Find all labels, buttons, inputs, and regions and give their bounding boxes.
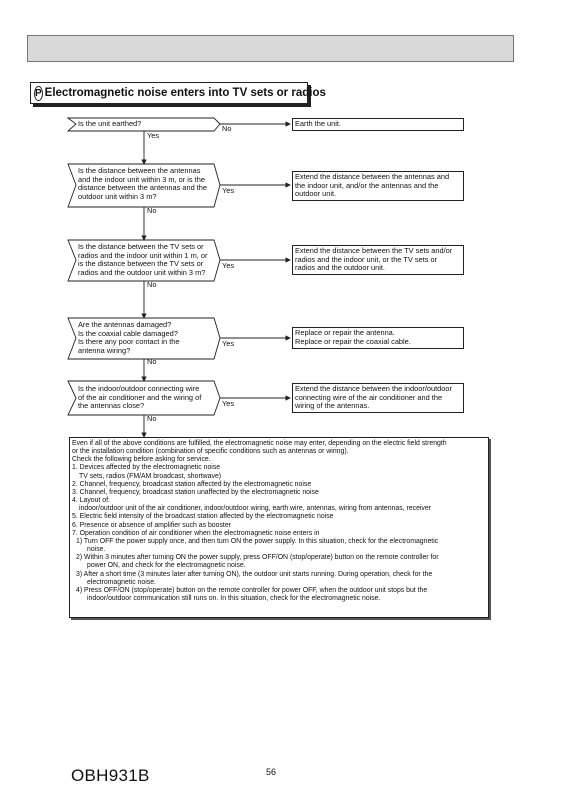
document-code: OBH931B [71, 766, 150, 785]
notes-line: 3) After a short time (3 minutes later after turning ON), the outdoor unit starts running. During operation, check for the [76, 570, 433, 578]
notes-line: indoor/outdoor communication still runs on. In this situation, check for the electromagnetic noise. [87, 594, 381, 602]
label-yes-2: Yes [222, 186, 235, 195]
action-5-box: Extend the distance between the indoor/outdoor connecting wire of the air conditioner and the wiring of the antennas. [292, 383, 464, 413]
action-4-box: Replace or repair the antenna. Replace or repair the coaxial cable. [292, 327, 464, 349]
notes-line: 2) Within 3 minutes after turning ON the power supply, press OFF/ON (stop/operate) button on the remote controller for [76, 554, 439, 562]
label-no-3: No [147, 280, 157, 289]
notes-line: 2. Channel, frequency, broadcast station affected by the electromagnetic noise [72, 480, 312, 488]
notes-line: or the installation condition (combination of specific conditions such as antennas or wiring). [72, 448, 349, 456]
notes-line: Check the following before asking for service. [72, 456, 211, 464]
notes-line: electromagnetic noise. [87, 578, 156, 586]
notes-line: 7. Operation condition of air conditioner when the electromagnetic noise enters in [72, 529, 320, 537]
notes-line: 6. Presence or absence of amplifier such as booster [72, 521, 231, 529]
decision-5-text: Is the indoor/outdoor connecting wire of the air conditioner and the wiring of the antennas close? [78, 384, 202, 411]
notes-line: 3. Channel, frequency, broadcast station unaffected by the electromagnetic noise [72, 488, 319, 496]
label-yes-5: Yes [222, 399, 235, 408]
action-2-box: Extend the distance between the antennas and the indoor unit, and/or the antennas and the outdoor unit. [292, 171, 464, 201]
notes-line: 4) Press OFF/ON (stop/operate) button on the remote controller for power OFF, when the outdoor unit stops but the [76, 586, 428, 594]
action-1-box: Earth the unit. [292, 118, 464, 131]
notes-line: 1. Devices affected by the electromagnetic noise [72, 464, 221, 472]
label-yes-4: Yes [222, 339, 235, 348]
label-no-2: No [147, 206, 157, 215]
notes-line: indoor/outdoor unit of the air conditioner, indoor/outdoor wiring, earth wire, antennas, wiring from antennas, receiver [79, 505, 432, 513]
decision-2-text: Is the distance between the antennas and the indoor unit within 3 m, or is the distance between the antennas and the outdoor unit within 3 m? [78, 166, 208, 202]
notes-line: 4. Layout of: [72, 497, 110, 505]
notes-line: 5. Electric field intensity of the broadcast station affected by the electromagnetic noise [72, 513, 334, 521]
notes-line: power ON, and check for the electromagnetic noise. [87, 562, 246, 570]
notes-line: TV sets, radios (FM/AM broadcast, shortwave) [79, 472, 222, 480]
notes-line: noise. [87, 546, 106, 554]
label-no-1: No [222, 124, 232, 133]
notes-box [69, 437, 489, 618]
decision-3-text: Is the distance between the TV sets or radios and the indoor unit within 1 m, or is the distance between the TV sets or radios and the outdoor unit within 3 m? [78, 242, 208, 278]
page-number: 56 [266, 767, 277, 777]
decision-4-text: Are the antennas damaged? Is the coaxial cable damaged? Is there any poor contact in the antenna wiring? [78, 320, 180, 356]
decision-1-text: Is the unit earthed? [78, 119, 142, 128]
section-letter-badge: P [35, 87, 42, 99]
label-yes-3: Yes [222, 261, 235, 270]
action-3-box: Extend the distance between the TV sets and/or radios and the indoor unit, or the TV sets or radios and the outdoor unit. [292, 245, 464, 275]
label-no-4: No [147, 357, 157, 366]
label-no-5: No [147, 414, 157, 423]
section-title-text: Electromagnetic noise enters into TV sets or radios [44, 87, 326, 99]
label-yes-1: Yes [147, 131, 160, 140]
notes-line: 1) Turn OFF the power supply once, and then turn ON the power supply. In this situation, check for the electromagnetic [76, 537, 439, 545]
notes-line: Even if all of the above conditions are fulfilled, the electromagnetic noise may enter, depending on the electric field strength [72, 440, 447, 447]
